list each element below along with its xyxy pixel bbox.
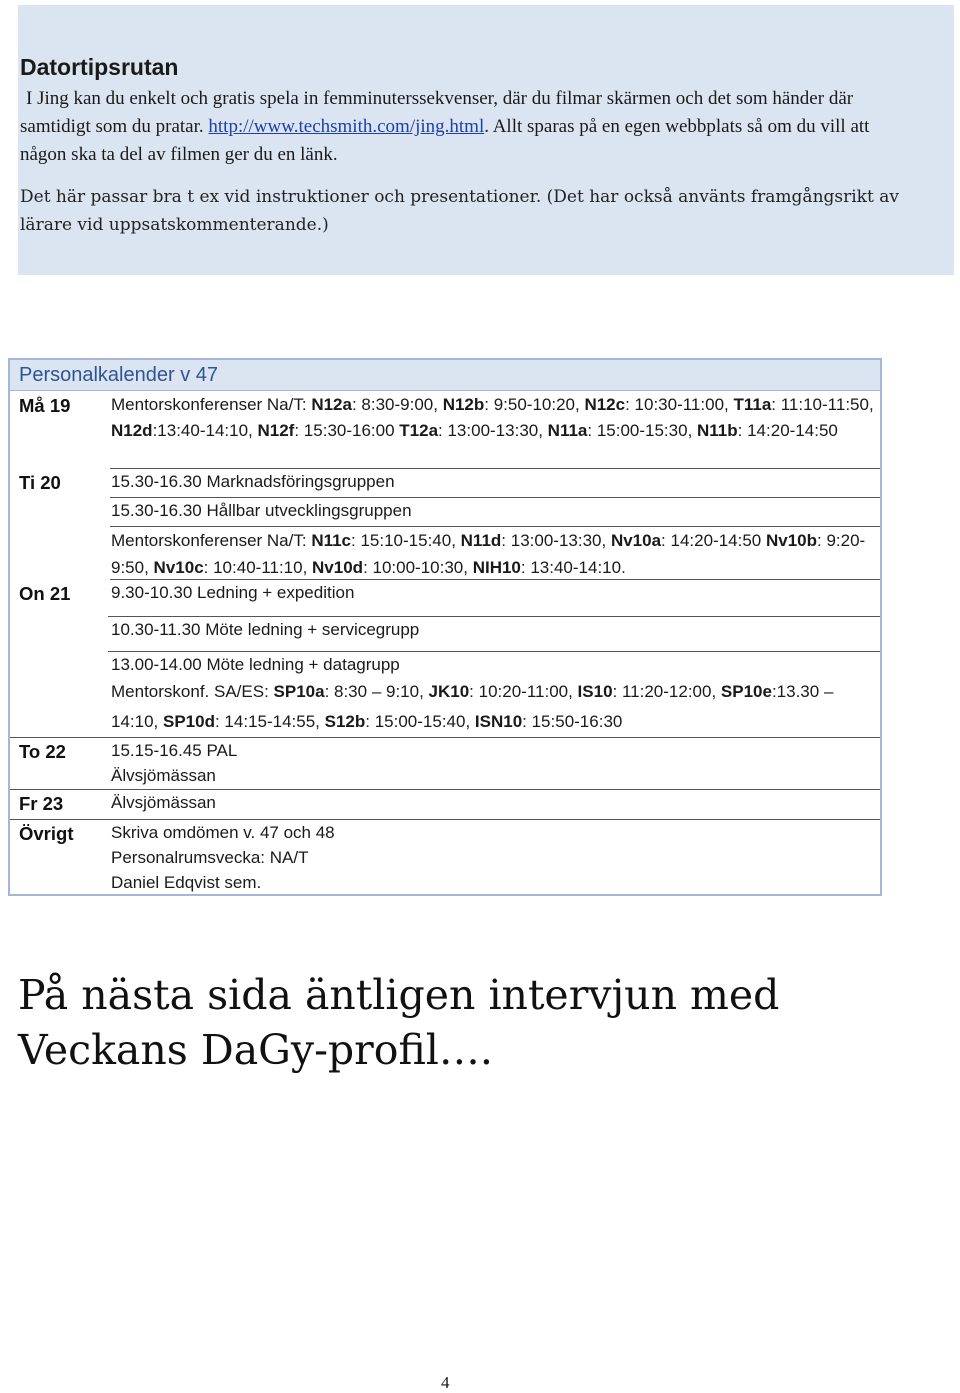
day-label-other: Övrigt — [19, 823, 74, 844]
day-label-tuesday: Ti 20 — [19, 472, 61, 493]
wednesday-item-3: 13.00-14.00 Möte ledning + datagrupp — [108, 651, 880, 677]
staff-calendar — [8, 358, 882, 896]
day-label-monday: Må 19 — [19, 395, 71, 416]
day-label-thursday: To 22 — [19, 741, 66, 762]
thursday-item-2: Älvsjömässan — [111, 766, 216, 785]
tips-paragraph-2: Det här passar bra t ex vid instruktioner och presentationer. (Det har också använts framgångsrikt av lärare vid uppsatskommenterande.) — [20, 187, 899, 235]
calendar-header — [10, 360, 880, 391]
friday-item-1: Älvsjömässan — [10, 789, 880, 815]
tuesday-mentor-conferences: Mentorskonferenser Na/T: N11c: 15:10-15:40, N11d: 13:00-13:30, Nv10a: 14:20-14:50 Nv10b: 9:20-9:50, Nv10c: 10:40-11:10, Nv10d: 10:00-10:30, NIH10: 13:40-14:10. — [110, 526, 880, 581]
next-page-teaser-line-1: På nästa sida äntligen intervjun med — [18, 971, 780, 1019]
wednesday-mentor-conferences: Mentorskonf. SA/ES: SP10a: 8:30 – 9:10, JK10: 10:20-11:00, IS10: 11:20-12:00, SP10e:13.30 – 14:10, SP10d: 14:15-14:55, S12b: 15:00-15:40, ISN10: 15:50-16:30 — [111, 682, 834, 731]
wednesday-item-2: 10.30-11.30 Möte ledning + servicegrupp — [108, 616, 880, 642]
thursday-item-1: 15.15-16.45 PAL — [10, 737, 880, 763]
day-label-wednesday: On 21 — [19, 583, 71, 604]
tips-paragraph-1-end: . Allt sparas på en egen webbplats så om du vill att någon ska ta del av filmen ger du en länk. — [20, 116, 870, 165]
wednesday-item-1: 9.30-10.30 Ledning + expedition — [110, 579, 880, 605]
tuesday-item-2: 15.30-16.30 Hållbar utvecklingsgruppen — [110, 497, 880, 523]
other-item-3: Daniel Edqvist sem. — [111, 873, 262, 892]
tips-paragraph-1 — [20, 85, 954, 169]
tips-box — [18, 5, 954, 275]
monday-entry — [110, 392, 880, 444]
other-item-2: Personalrumsvecka: NA/T — [111, 848, 309, 867]
next-page-teaser — [18, 968, 779, 1078]
next-page-teaser-line-2: Veckans DaGy-profil…. — [18, 1026, 493, 1074]
jing-link[interactable]: http://www.techsmith.com/jing.html — [208, 116, 485, 137]
calendar-title: Personalkalender v 47 — [19, 364, 219, 386]
day-label-friday: Fr 23 — [19, 793, 64, 814]
tips-title: Datortipsrutan — [20, 54, 179, 80]
page-number: 4 — [441, 1373, 450, 1392]
other-item-1: Skriva omdömen v. 47 och 48 — [10, 819, 880, 845]
tips-paragraph-1-start: I Jing kan du enkelt och gratis spela in femminuterssekvenser, där du filmar skärmen och det som händer där samtidigt som du pratar. — [20, 88, 854, 137]
monday-mentor-conferences: Mentorskonferenser Na/T: N12a: 8:30-9:00, N12b: 9:50-10:20, N12c: 10:30-11:00, T11a: 11:10-11:50, N12d:13:40-14:10, N12f: 15:30-16:00 T12a: 13:00-13:30, N11a: 15:00-15:30, N11b: 14:20-14:50 — [111, 395, 874, 440]
tuesday-item-1: 15.30-16.30 Marknadsföringsgruppen — [110, 468, 880, 494]
